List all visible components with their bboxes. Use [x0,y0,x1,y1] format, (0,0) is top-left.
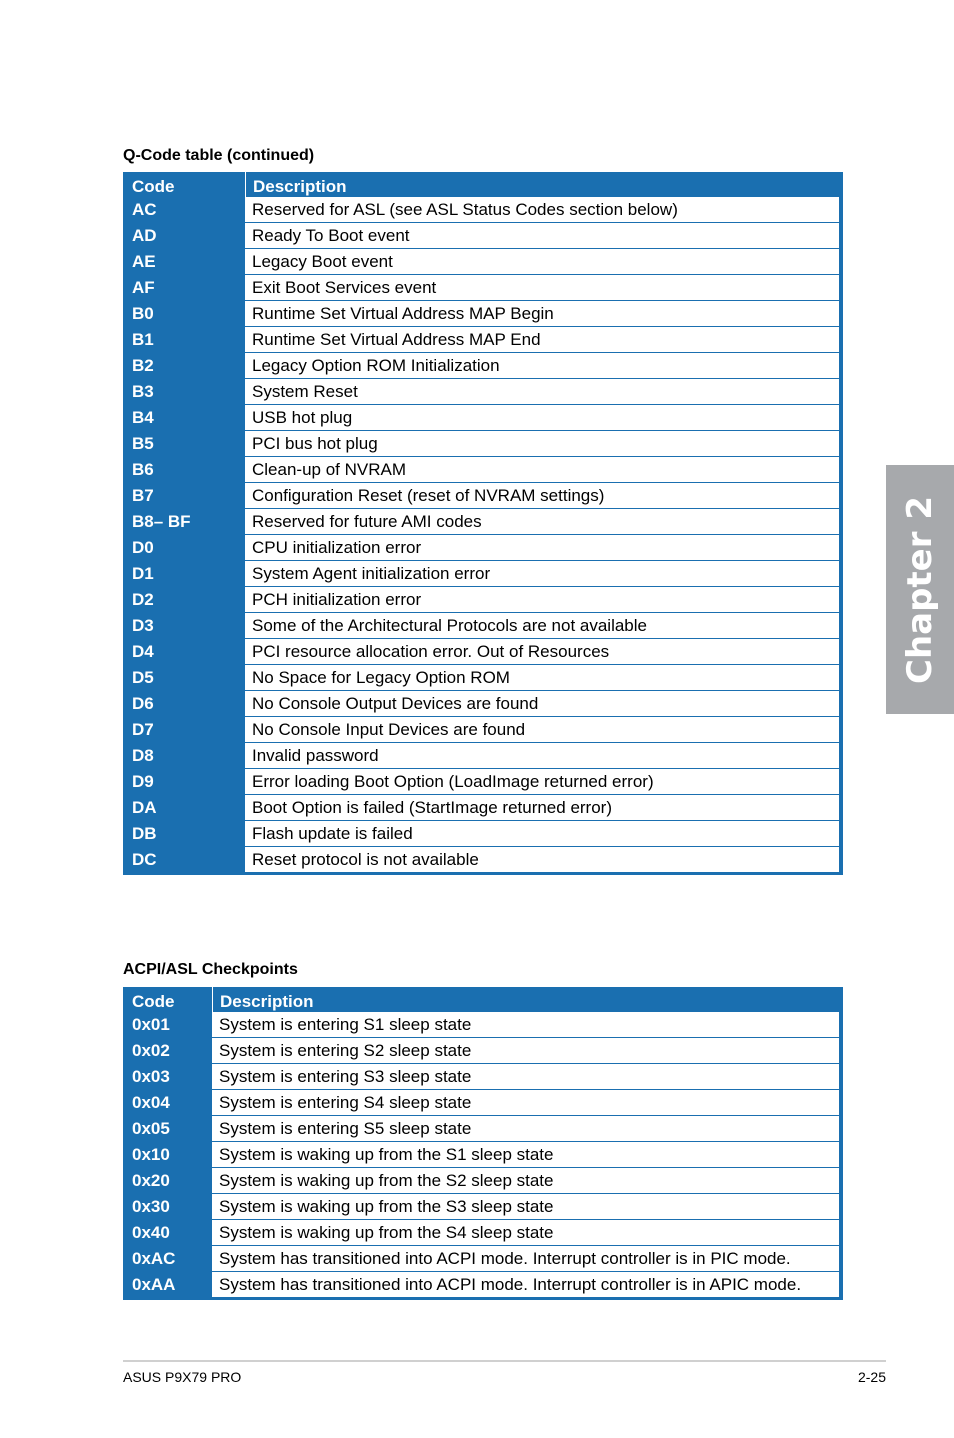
row-description: System is waking up from the S2 sleep state [212,1168,839,1194]
row-description: Reset protocol is not available [245,847,839,873]
table-row [123,795,839,821]
acpi-table [123,987,843,1300]
row-code: D9 [132,772,154,791]
row-description: PCI resource allocation error. Out of Resources [245,639,839,665]
header-description: Description [245,172,839,197]
row-description: No Space for Legacy Option ROM [245,665,839,691]
row-description: System is entering S4 sleep state [212,1090,839,1116]
row-code: AC [132,200,157,219]
table-row [123,769,839,795]
row-description: System has transitioned into ACPI mode. Interrupt controller is in APIC mode. [212,1272,839,1298]
table-row [123,1168,839,1194]
row-code: D0 [132,538,154,557]
table-row [123,1012,839,1038]
table-header-row [123,987,839,1012]
header-description: Description [212,987,839,1012]
row-code: DC [132,850,157,869]
table-row [123,457,839,483]
footer-divider [123,1360,886,1362]
row-code: 0x03 [132,1067,170,1086]
table-row [123,301,839,327]
row-code: B7 [132,486,154,505]
table-row [123,1116,839,1142]
row-description: Legacy Boot event [245,249,839,275]
row-code: AD [132,226,157,245]
table-row [123,1194,839,1220]
row-description: System is waking up from the S4 sleep state [212,1220,839,1246]
row-code: B0 [132,304,154,323]
row-description: Error loading Boot Option (LoadImage returned error) [245,769,839,795]
table-row [123,717,839,743]
row-description: Legacy Option ROM Initialization [245,353,839,379]
table-row [123,1038,839,1064]
row-description: Runtime Set Virtual Address MAP End [245,327,839,353]
table-row [123,639,839,665]
table-row [123,1064,839,1090]
table-row [123,1272,839,1298]
row-code: D1 [132,564,154,583]
table-row [123,223,839,249]
table-row [123,743,839,769]
row-description: No Console Input Devices are found [245,717,839,743]
row-code: D2 [132,590,154,609]
table-row [123,483,839,509]
row-code: B8– BF [132,512,191,531]
row-description: Clean-up of NVRAM [245,457,839,483]
row-code: DB [132,824,157,843]
table-row [123,431,839,457]
table-row [123,691,839,717]
header-code: Code [132,992,175,1011]
table-row [123,405,839,431]
row-code: D7 [132,720,154,739]
row-description: System is entering S5 sleep state [212,1116,839,1142]
row-description: Ready To Boot event [245,223,839,249]
row-code: B2 [132,356,154,375]
table-row [123,353,839,379]
table-row [123,1246,839,1272]
row-description: CPU initialization error [245,535,839,561]
row-description: Boot Option is failed (StartImage returned error) [245,795,839,821]
table-row [123,509,839,535]
footer-page-number: 2-25 [857,1369,886,1385]
row-code: AE [132,252,156,271]
chapter-side-tab [886,465,954,714]
table-row [123,665,839,691]
row-code: D4 [132,642,154,661]
row-description: PCH initialization error [245,587,839,613]
row-description: No Console Output Devices are found [245,691,839,717]
row-code: 0xAC [132,1249,176,1268]
table-header-row [123,172,839,197]
row-description: PCI bus hot plug [245,431,839,457]
table-row [123,613,839,639]
row-code: B6 [132,460,154,479]
footer-product-name: ASUS P9X79 PRO [123,1369,242,1385]
row-code: DA [132,798,157,817]
row-description: System Agent initialization error [245,561,839,587]
row-description: System is entering S1 sleep state [212,1012,839,1038]
row-code: 0x10 [132,1145,170,1164]
row-code: D6 [132,694,154,713]
row-description: System is entering S2 sleep state [212,1038,839,1064]
row-description: Configuration Reset (reset of NVRAM settings) [245,483,839,509]
header-code: Code [132,177,175,196]
row-code: D8 [132,746,154,765]
row-description: System Reset [245,379,839,405]
table-row [123,197,839,223]
qcode-table-title: Q-Code table (continued) [123,147,315,164]
table-row [123,275,839,301]
row-description: System has transitioned into ACPI mode. Interrupt controller is in PIC mode. [212,1246,839,1272]
chapter-label: Chapter 2 [900,495,940,684]
row-description: Exit Boot Services event [245,275,839,301]
table-row [123,587,839,613]
row-description: Invalid password [245,743,839,769]
table-row [123,561,839,587]
table-row [123,249,839,275]
row-description: System is waking up from the S3 sleep state [212,1194,839,1220]
row-code: 0x01 [132,1015,170,1034]
table-row [123,847,839,873]
row-code: B3 [132,382,154,401]
row-code: B1 [132,330,154,349]
row-code: B5 [132,434,154,453]
row-description: Reserved for ASL (see ASL Status Codes section below) [245,197,839,223]
row-code: 0x05 [132,1119,170,1138]
table-row [123,535,839,561]
table-row [123,1220,839,1246]
table-row [123,1142,839,1168]
table-row [123,821,839,847]
row-description: System is waking up from the S1 sleep state [212,1142,839,1168]
row-code: 0xAA [132,1275,176,1294]
row-code: AF [132,278,155,297]
row-code: 0x30 [132,1197,170,1216]
acpi-table-title: ACPI/ASL Checkpoints [123,961,298,978]
table-row [123,1090,839,1116]
row-code: 0x02 [132,1041,170,1060]
row-code: B4 [132,408,154,427]
row-code: 0x04 [132,1093,170,1112]
row-description: Flash update is failed [245,821,839,847]
row-code: 0x20 [132,1171,170,1190]
row-description: Reserved for future AMI codes [245,509,839,535]
row-description: Some of the Architectural Protocols are not available [245,613,839,639]
row-code: D5 [132,668,154,687]
table-row [123,327,839,353]
row-description: USB hot plug [245,405,839,431]
table-row [123,379,839,405]
row-code: D3 [132,616,154,635]
qcode-table [123,172,843,875]
row-description: System is entering S3 sleep state [212,1064,839,1090]
row-description: Runtime Set Virtual Address MAP Begin [245,301,839,327]
row-code: 0x40 [132,1223,170,1242]
